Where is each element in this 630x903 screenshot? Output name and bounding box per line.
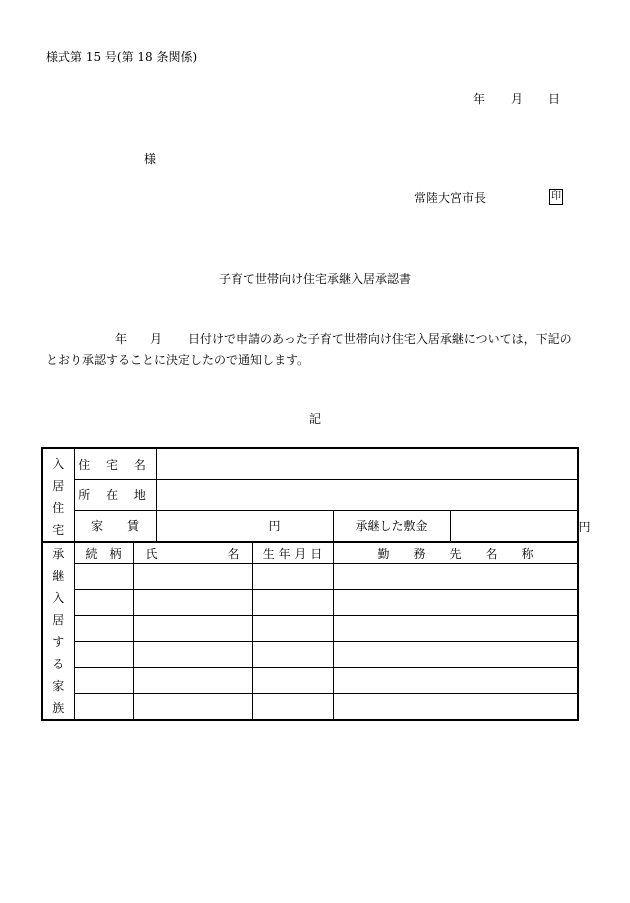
row-workplace[interactable] — [333, 590, 578, 616]
row-workplace[interactable] — [333, 616, 578, 642]
table-row — [42, 616, 578, 642]
date-month: 月 — [511, 92, 524, 106]
row-workplace[interactable] — [333, 642, 578, 668]
row-birthdate[interactable] — [252, 590, 333, 616]
deposit-spacer — [450, 510, 578, 542]
approval-table: 入 居 住 宅 住 宅 名 所 在 地 家 賃 円 承継した敷金 円 承 継 入 居 す る 家 族 続 柄 氏 名 生 年 月 日 勤 務 先 名 称 — [41, 447, 579, 721]
document-title: 子育て世帯向け住宅承継入居承認書 — [219, 272, 412, 286]
header-birthdate: 生 年 月 日 — [252, 542, 333, 564]
row-name[interactable] — [133, 642, 252, 668]
row-relationship[interactable] — [74, 564, 133, 590]
row-birthdate[interactable] — [252, 642, 333, 668]
header-relationship: 続 柄 — [74, 542, 133, 564]
row-workplace[interactable] — [333, 564, 578, 590]
row-birthdate[interactable] — [252, 616, 333, 642]
row-name[interactable] — [133, 564, 252, 590]
row-name[interactable] — [133, 590, 252, 616]
location-label: 所 在 地 — [74, 480, 156, 511]
seal-mark — [547, 188, 563, 205]
date-day: 日 — [548, 92, 561, 106]
issuer-title: 常陸大宮市長 — [414, 191, 487, 205]
rent-label: 家 賃 — [74, 510, 156, 542]
addressee-suffix: 様 — [144, 152, 157, 166]
section-family-label: 承 継 入 居 す る 家 族 — [42, 542, 74, 720]
housing-name-field[interactable] — [156, 448, 578, 480]
table-row — [42, 590, 578, 616]
header-name: 氏 名 — [133, 542, 252, 564]
body-month: 月 — [150, 332, 163, 346]
body-year: 年 — [115, 332, 128, 346]
row-workplace[interactable] — [333, 694, 578, 721]
row-relationship[interactable] — [74, 668, 133, 694]
seal-icon: 印 — [549, 189, 563, 205]
row-name[interactable] — [133, 694, 252, 721]
row-birthdate[interactable] — [252, 694, 333, 721]
body-line2: とおり承認することに決定したので通知します。 — [46, 353, 310, 367]
row-relationship[interactable] — [74, 694, 133, 721]
section-housing-label: 入 居 住 宅 — [42, 448, 74, 542]
row-birthdate[interactable] — [252, 564, 333, 590]
rent-field[interactable]: 円 — [156, 510, 333, 542]
housing-name-label: 住 宅 名 — [74, 448, 156, 480]
ki-heading: 記 — [309, 412, 322, 426]
row-relationship[interactable] — [74, 642, 133, 668]
table-row — [42, 642, 578, 668]
row-birthdate[interactable] — [252, 668, 333, 694]
location-field[interactable] — [156, 480, 578, 511]
row-workplace[interactable] — [333, 668, 578, 694]
date-year: 年 — [473, 92, 486, 106]
row-relationship[interactable] — [74, 590, 133, 616]
row-relationship[interactable] — [74, 616, 133, 642]
header-workplace: 勤 務 先 名 称 — [333, 542, 578, 564]
table-row — [42, 668, 578, 694]
form-number: 様式第 15 号(第 18 条関係) — [46, 50, 198, 64]
row-name[interactable] — [133, 616, 252, 642]
row-name[interactable] — [133, 668, 252, 694]
table-row — [42, 694, 578, 721]
table-row — [42, 564, 578, 590]
deposit-label: 承継した敷金 — [333, 510, 450, 542]
body-line1: 日付けで申請のあった子育て世帯向け住宅入居承継については，下記の — [188, 332, 572, 346]
